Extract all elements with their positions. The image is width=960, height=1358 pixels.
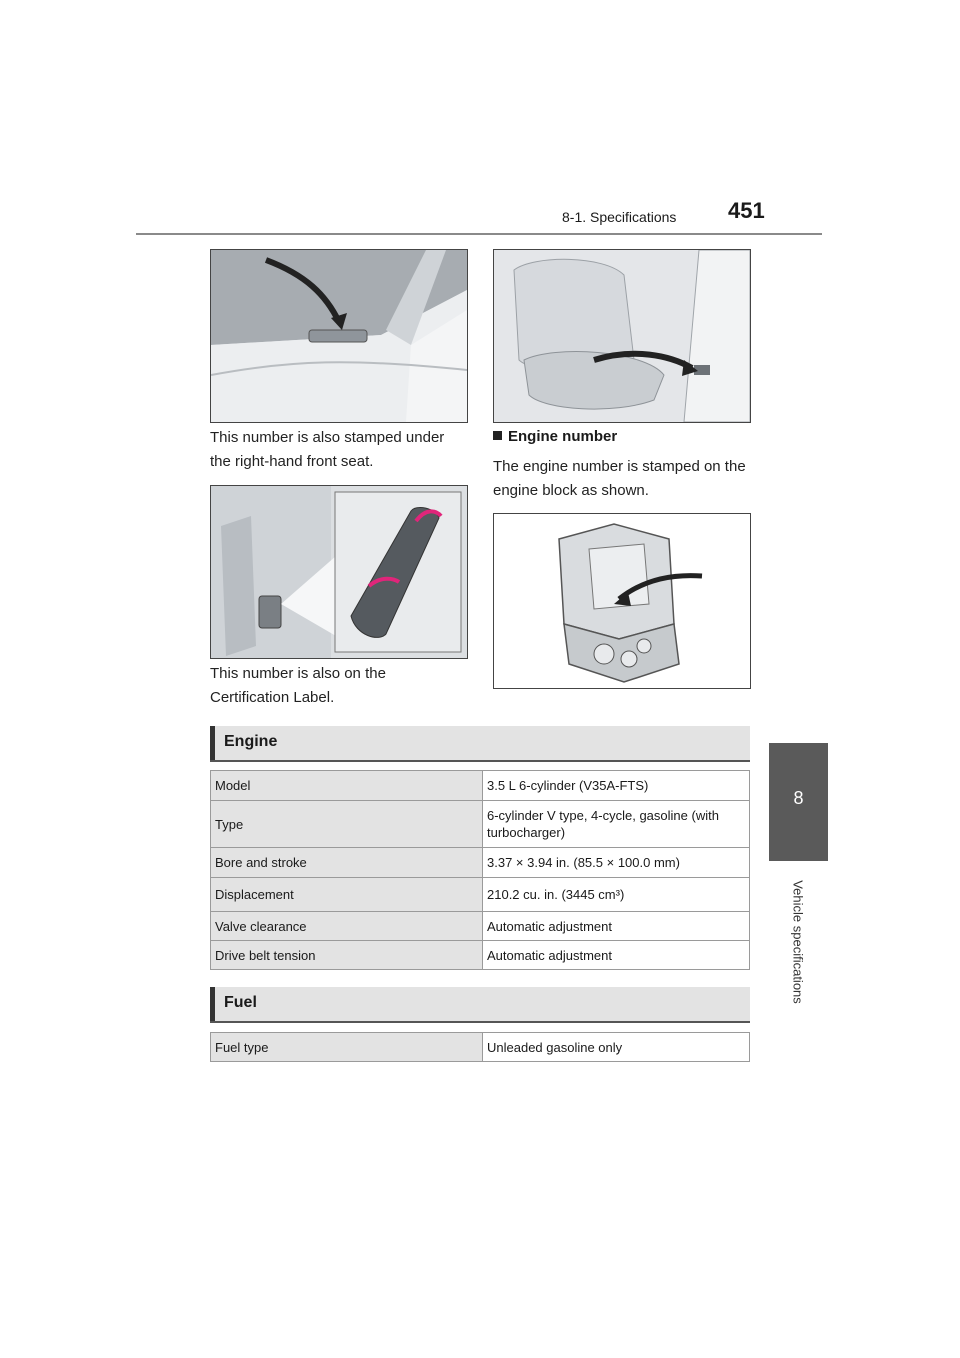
spec-value: 3.37 × 3.94 in. (85.5 × 100.0 mm) [483, 848, 750, 878]
engine-spec-table [210, 770, 750, 970]
spec-value: 3.5 L 6-cylinder (V35A-FTS) [483, 771, 750, 801]
chapter-number: 8 [793, 788, 804, 808]
chapter-title-wrap [769, 872, 828, 1012]
fuel-section-title: Fuel [224, 994, 257, 1011]
certification-label-figure [210, 485, 468, 659]
engine-section-header [210, 726, 750, 762]
engine-section-title: Engine [224, 733, 278, 750]
spec-value: Automatic adjustment [483, 941, 750, 970]
engine-number-text: The engine number is stamped on the engine block as shown. [493, 458, 746, 499]
engine-block-figure [493, 513, 751, 689]
fuel-spec-table [210, 1032, 750, 1062]
table-row [211, 801, 750, 848]
table-row [211, 1033, 750, 1062]
spec-label: Fuel type [211, 1033, 483, 1062]
spec-value: 210.2 cu. in. (3445 cm³) [483, 878, 750, 912]
table-row [211, 878, 750, 912]
engine-number-title: Engine number [508, 428, 618, 445]
section-accent [210, 726, 215, 760]
spec-label: Bore and stroke [211, 848, 483, 878]
spec-label: Type [211, 801, 483, 848]
spec-label: Drive belt tension [211, 941, 483, 970]
spec-value: Automatic adjustment [483, 912, 750, 941]
bullet-square-icon [493, 431, 502, 440]
fuel-section-header [210, 987, 750, 1023]
section-title: 8-1. Specifications [562, 209, 677, 225]
spec-label: Displacement [211, 878, 483, 912]
label-note: This number is also on the Certification Label. [210, 665, 386, 706]
table-row [211, 941, 750, 970]
stamped-note: This number is also stamped under the right-hand front seat. [210, 429, 445, 470]
chapter-tab[interactable] [769, 743, 828, 861]
header-rule [136, 233, 822, 235]
seat-stamp-figure [493, 249, 751, 423]
spec-value: Unleaded gasoline only [483, 1033, 750, 1062]
vin-dashboard-figure [210, 249, 468, 423]
spec-label: Model [211, 771, 483, 801]
table-row [211, 912, 750, 941]
engine-number-heading [493, 428, 617, 445]
spec-label: Valve clearance [211, 912, 483, 941]
chapter-title: Vehicle specifications [790, 880, 806, 1004]
spec-value: 6-cylinder V type, 4-cycle, gasoline (with turbocharger) [483, 801, 750, 848]
section-accent [210, 987, 215, 1021]
page-number: 451 [728, 198, 765, 223]
table-row [211, 771, 750, 801]
table-row [211, 848, 750, 878]
